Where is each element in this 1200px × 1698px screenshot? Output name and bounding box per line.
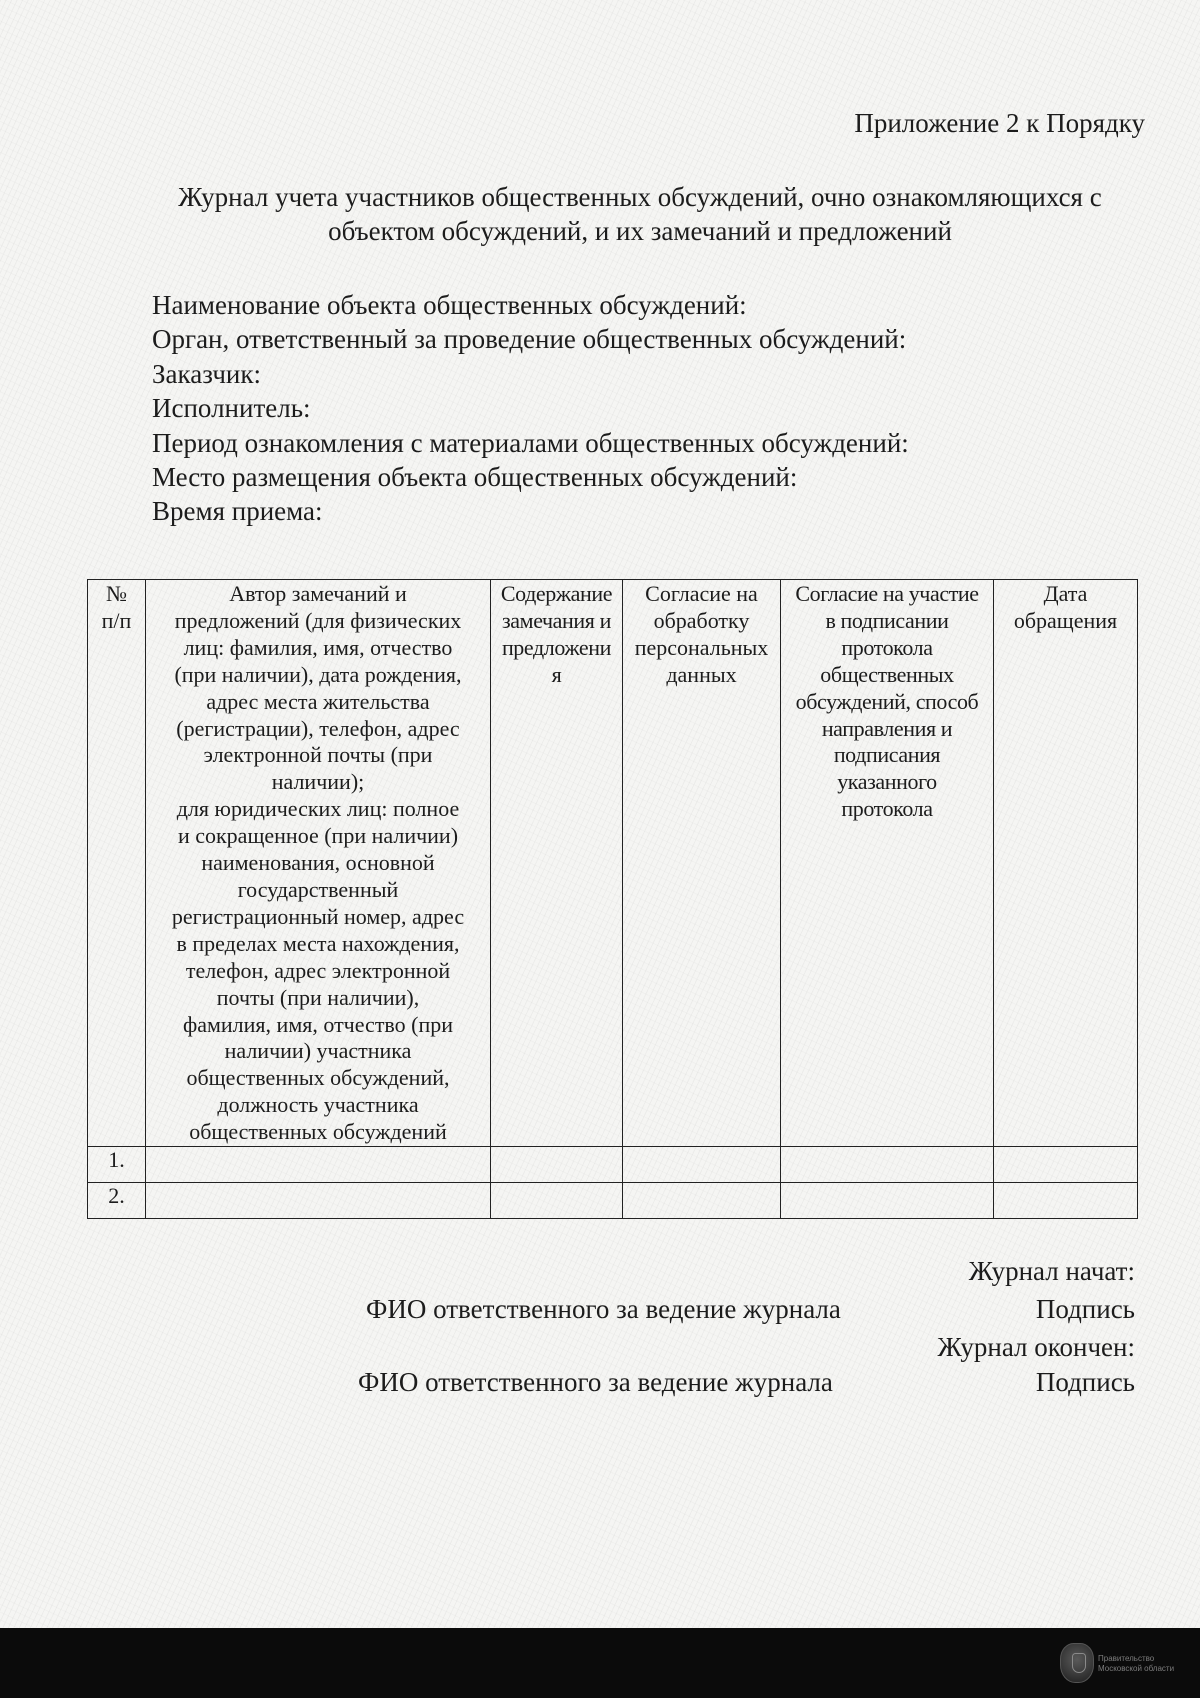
- row-number: 2.: [88, 1183, 146, 1219]
- header-line: наименования, основной: [201, 850, 435, 876]
- row-personal-data-cell: [623, 1147, 781, 1183]
- journal-started-label: Журнал начат:: [968, 1256, 1135, 1286]
- header-date: [994, 580, 1138, 1147]
- header-line: предложени: [501, 634, 612, 660]
- row-personal-data-cell: [623, 1183, 781, 1219]
- field-object-location: Место размещения объекта общественных обсуждений:: [152, 462, 798, 493]
- header-protocol-consent: [781, 580, 994, 1147]
- header-line: Согласие на: [645, 581, 758, 606]
- header-line: общественных обсуждений: [189, 1119, 447, 1145]
- title-line-2: объектом обсуждений, и их замечаний и предложений: [328, 216, 952, 246]
- table-row: [88, 1147, 1138, 1183]
- row-author-cell: [146, 1183, 491, 1219]
- row-content-cell: [491, 1183, 623, 1219]
- header-line: в подписании: [825, 607, 949, 633]
- header-line: адрес места жительства: [206, 688, 430, 714]
- header-line: регистрационный номер, адрес: [171, 903, 465, 929]
- header-line: указанного: [837, 769, 937, 795]
- header-line: №: [106, 581, 127, 606]
- header-line: я: [551, 661, 562, 687]
- header-line: подписания: [833, 742, 941, 768]
- header-line: телефон, адрес электронной: [185, 957, 451, 983]
- journal-table: [87, 579, 1138, 1219]
- header-line: обработку: [653, 607, 750, 633]
- header-line: (регистрации), телефон, адрес: [176, 715, 460, 741]
- header-line: Содержание: [500, 581, 613, 606]
- header-line: направления и: [821, 715, 953, 741]
- header-line: фамилия, имя, отчество (при: [182, 1011, 454, 1037]
- header-personal-data-consent: [623, 580, 781, 1147]
- document-title: [130, 180, 1150, 248]
- header-line: протокола: [841, 796, 933, 822]
- header-line: п/п: [101, 607, 132, 633]
- table-header-row: [88, 580, 1138, 1147]
- header-line: почты (при наличии),: [216, 984, 420, 1010]
- header-line: в пределах места нахождения,: [176, 930, 460, 956]
- field-reception-time: Время приема:: [152, 496, 323, 527]
- row-date-cell: [994, 1147, 1138, 1183]
- header-content: [491, 580, 623, 1147]
- journal-ended-label: Журнал окончен:: [937, 1332, 1135, 1362]
- row-protocol-cell: [781, 1183, 994, 1219]
- row-protocol-cell: [781, 1147, 994, 1183]
- header-line: замечания и: [502, 607, 611, 633]
- header-author: [146, 580, 491, 1147]
- header-line: обращения: [1013, 607, 1118, 633]
- header-line: обсуждений, способ: [795, 688, 979, 714]
- seal-text: [1098, 1654, 1198, 1674]
- signature-2: Подпись: [1035, 1367, 1135, 1397]
- header-line: персональных: [634, 634, 769, 660]
- header-line: Дата: [1043, 581, 1088, 606]
- header-line: данных: [666, 661, 737, 687]
- coat-of-arms-icon: [1060, 1643, 1094, 1683]
- field-contractor: Исполнитель:: [152, 393, 311, 424]
- signature-1: Подпись: [1035, 1294, 1135, 1324]
- row-content-cell: [491, 1147, 623, 1183]
- seal-text-line-2: Московской области: [1098, 1664, 1175, 1673]
- header-line: и сокращенное (при наличии): [177, 823, 459, 849]
- row-author-cell: [146, 1147, 491, 1183]
- row-date-cell: [994, 1183, 1138, 1219]
- header-line: наличии);: [271, 769, 365, 795]
- scan-footer-bar: [0, 1628, 1200, 1698]
- field-responsible-body: Орган, ответственный за проведение общественных обсуждений:: [152, 324, 907, 355]
- row-number: 1.: [88, 1147, 146, 1183]
- seal-text-line-1: Правительство: [1098, 1654, 1155, 1663]
- header-line: Согласие на участие: [795, 581, 979, 606]
- responsible-person-2: ФИО ответственного за ведение журнала: [358, 1367, 833, 1397]
- header-line: протокола: [841, 634, 933, 660]
- title-line-1: Журнал учета участников общественных обсуждений, очно ознакомляющихся с: [178, 182, 1102, 212]
- annex-label: Приложение 2 к Порядку: [854, 108, 1145, 138]
- header-line: лиц: фамилия, имя, отчество: [183, 634, 453, 660]
- table-row: [88, 1183, 1138, 1219]
- header-line: общественных: [820, 661, 954, 687]
- header-line: должность участника: [217, 1092, 419, 1118]
- journal-fields: [152, 288, 1152, 529]
- header-line: (при наличии), дата рождения,: [174, 661, 462, 687]
- field-review-period: Период ознакомления с материалами общественных обсуждений:: [152, 427, 909, 458]
- field-customer: Заказчик:: [152, 358, 261, 389]
- header-line: Автор замечаний и: [229, 581, 407, 606]
- header-line: предложений (для физических: [174, 607, 462, 633]
- header-line: для юридических лиц: полное: [176, 796, 460, 822]
- header-line: общественных обсуждений,: [186, 1065, 450, 1091]
- header-line: наличии) участника: [224, 1038, 412, 1064]
- header-line: государственный: [237, 876, 399, 902]
- header-line: электронной почты (при: [203, 742, 433, 768]
- field-object-name: Наименование объекта общественных обсуждений:: [152, 290, 747, 320]
- header-number: [88, 580, 146, 1147]
- responsible-person-1: ФИО ответственного за ведение журнала: [366, 1294, 841, 1324]
